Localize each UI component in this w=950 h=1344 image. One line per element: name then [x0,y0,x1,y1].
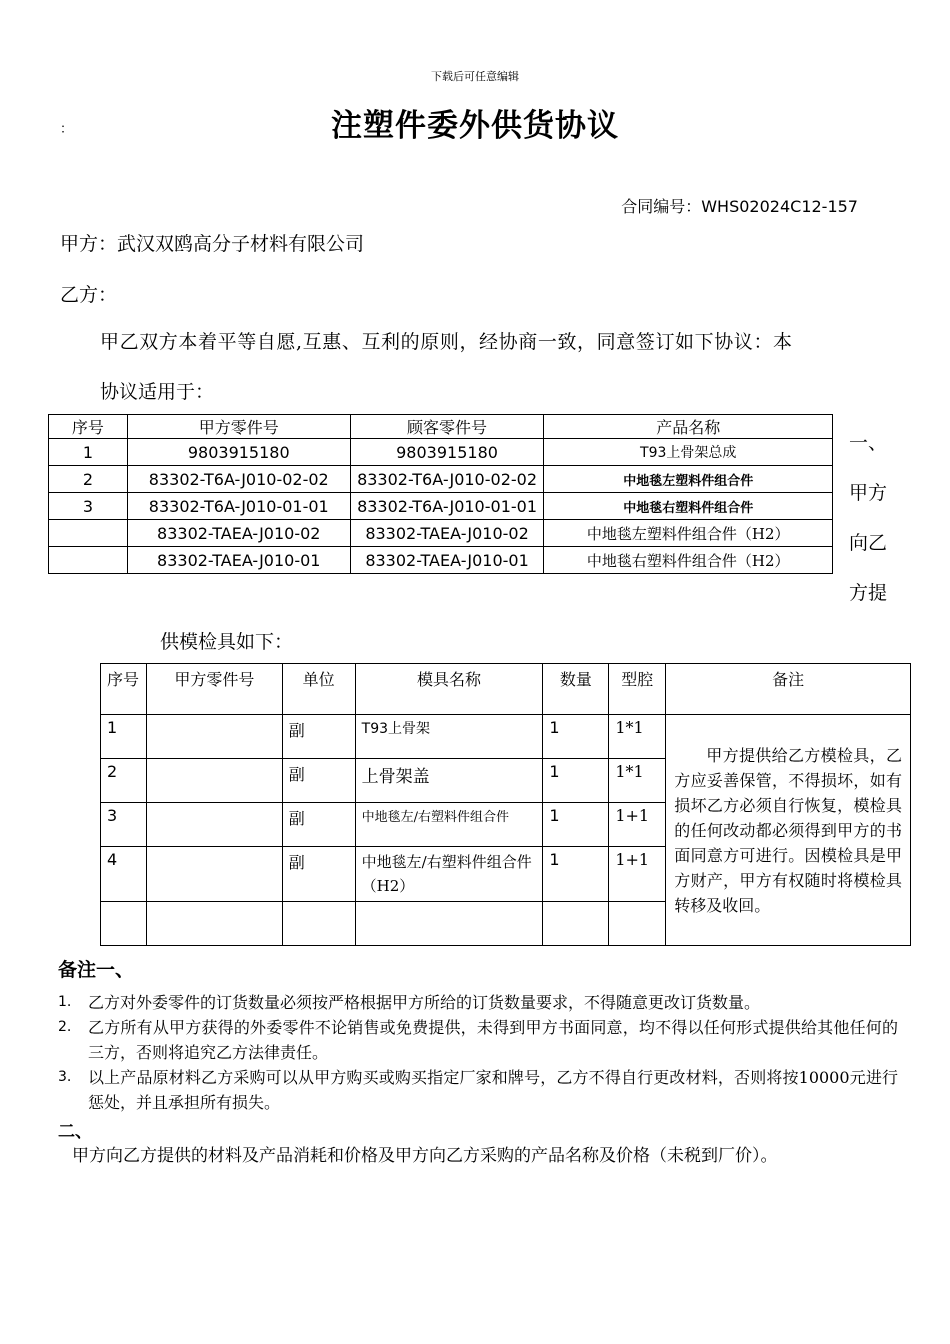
table-row [49,493,833,520]
cell-product-name: 中地毯左塑料件组合件 [544,466,833,493]
section-two-text: 甲方向乙方提供的材料及产品消耗和价格及甲方向乙方采购的产品名称及价格（未税到厂价）。 [72,1146,778,1166]
table-row [49,439,833,466]
cell-remark: 甲方提供给乙方模检具，乙方应妥善保管，不得损坏，如有损坏乙方必须自行恢复，模检具的任何改动都必须得到甲方的书面同意方可进行。因模检具是甲方财产，甲方有权随时将模检具转移及收回。 [666,715,911,946]
cell-party-a-part-no [146,902,282,946]
cell-quantity: 1 [543,803,609,847]
cell-mold-name: 中地毯左/右塑料件组合件（H2） [355,847,543,902]
header-cell-party-a-part-no: 甲方零件号 [127,415,350,439]
cell-seq: 2 [49,466,128,493]
intro-paragraph-line-2: 协议适用于： [100,381,215,403]
cell-party-a-part-no: 83302-TAEA-J010-02 [127,520,350,547]
header-cell-quantity: 数量 [543,664,609,715]
table-row [101,715,911,759]
intro-paragraph-line-1: 甲乙双方本着平等自愿,互惠、互利的原则，经协商一致，同意签订如下协议：本 [100,331,793,353]
cell-party-a-part-no [146,715,282,759]
cell-seq: 3 [49,493,128,520]
party-b: 乙方： [60,284,118,306]
header-note: 下载后可任意编辑 [431,70,519,83]
cell-seq [49,547,128,574]
cell-mold-name: 中地毯左/右塑料件组合件 [355,803,543,847]
cell-quantity: 1 [543,715,609,759]
remark-heading: 备注一、 [58,959,135,981]
cell-mold-name: T93上骨架 [355,715,543,759]
cell-quantity [543,902,609,946]
cell-mold-name [355,902,543,946]
cell-party-a-part-no: 83302-T6A-J010-02-02 [127,466,350,493]
header-cell-seq: 序号 [101,664,147,715]
cell-quantity: 1 [543,847,609,902]
list-item-number: 3. [58,1069,72,1085]
section-two-heading: 二、 [58,1122,92,1142]
table-row [49,547,833,574]
cell-party-a-part-no: 83302-T6A-J010-01-01 [127,493,350,520]
header-cell-cavity: 型腔 [609,664,666,715]
header-cell-mold-name: 模具名称 [355,664,543,715]
cell-seq [49,520,128,547]
cell-cavity: 1+1 [609,803,666,847]
header-cell-seq: 序号 [49,415,128,439]
cell-party-a-part-no: 9803915180 [127,439,350,466]
header-cell-customer-part-no: 顾客零件号 [350,415,544,439]
cell-party-a-part-no [146,847,282,902]
party-a: 甲方：武汉双鸥高分子材料有限公司 [60,233,365,255]
cell-unit [282,902,355,946]
cell-cavity: 1+1 [609,847,666,902]
cell-product-name: 中地毯右塑料件组合件（H2） [544,547,833,574]
cell-customer-part-no: 83302-T6A-J010-02-02 [350,466,544,493]
cell-seq: 2 [101,759,147,803]
list-item-text: 乙方对外委零件的订货数量必须按严格根据甲方所给的订货数量要求，不得随意更改订货数量。 [88,993,761,1012]
header-cell-party-a-part-no: 甲方零件号 [146,664,282,715]
cell-party-a-part-no [146,803,282,847]
list-item [58,1065,898,1115]
table-row [49,466,833,493]
table-header-row [49,415,833,439]
side-text-line-2: 甲方 [849,482,888,504]
list-item-number: 2. [58,1019,72,1035]
list-item [58,1015,898,1065]
side-text-line-4: 方提 [849,582,888,604]
list-item-text: 以上产品原材料乙方采购可以从甲方购买或购买指定厂家和牌号，乙方不得自行更改材料，否则将按10000元进行惩处，并且承担所有损失。 [88,1068,898,1112]
cell-cavity: 1*1 [609,759,666,803]
table-header-row [101,664,911,715]
cell-seq [101,902,147,946]
cell-quantity: 1 [543,759,609,803]
contract-number: 合同编号：WHS02024C12-157 [621,197,858,216]
cell-cavity: 1*1 [609,715,666,759]
table-row [49,520,833,547]
cell-unit: 副 [282,759,355,803]
side-text-line-1: 一、 [849,432,888,454]
cell-party-a-part-no [146,759,282,803]
cell-customer-part-no: 83302-T6A-J010-01-01 [350,493,544,520]
list-item [58,990,898,1015]
cell-product-name: 中地毯左塑料件组合件（H2） [544,520,833,547]
mold-intro: 供模检具如下： [160,631,294,653]
header-cell-remark: 备注 [666,664,911,715]
document-title: 注塑件委外供货协议 [331,108,619,144]
cell-unit: 副 [282,847,355,902]
list-item-number: 1. [58,994,72,1010]
cell-customer-part-no: 9803915180 [350,439,544,466]
colon-mark: ： [60,122,74,137]
cell-product-name: 中地毯右塑料件组合件 [544,493,833,520]
mold-table [100,663,911,946]
cell-unit: 副 [282,803,355,847]
cell-seq: 1 [101,715,147,759]
cell-product-name: T93上骨架总成 [544,439,833,466]
cell-customer-part-no: 83302-TAEA-J010-02 [350,520,544,547]
cell-mold-name: 上骨架盖 [355,759,543,803]
parts-table [48,414,833,574]
cell-party-a-part-no: 83302-TAEA-J010-01 [127,547,350,574]
cell-unit: 副 [282,715,355,759]
cell-seq: 3 [101,803,147,847]
cell-customer-part-no: 83302-TAEA-J010-01 [350,547,544,574]
list-item-text: 乙方所有从甲方获得的外委零件不论销售或免费提供，未得到甲方书面同意，均不得以任何形式提供给其他任何的三方，否则将追究乙方法律责任。 [88,1018,898,1062]
header-cell-unit: 单位 [282,664,355,715]
cell-cavity [609,902,666,946]
cell-seq: 1 [49,439,128,466]
side-text-line-3: 向乙 [849,532,888,554]
header-cell-product-name: 产品名称 [544,415,833,439]
cell-seq: 4 [101,847,147,902]
